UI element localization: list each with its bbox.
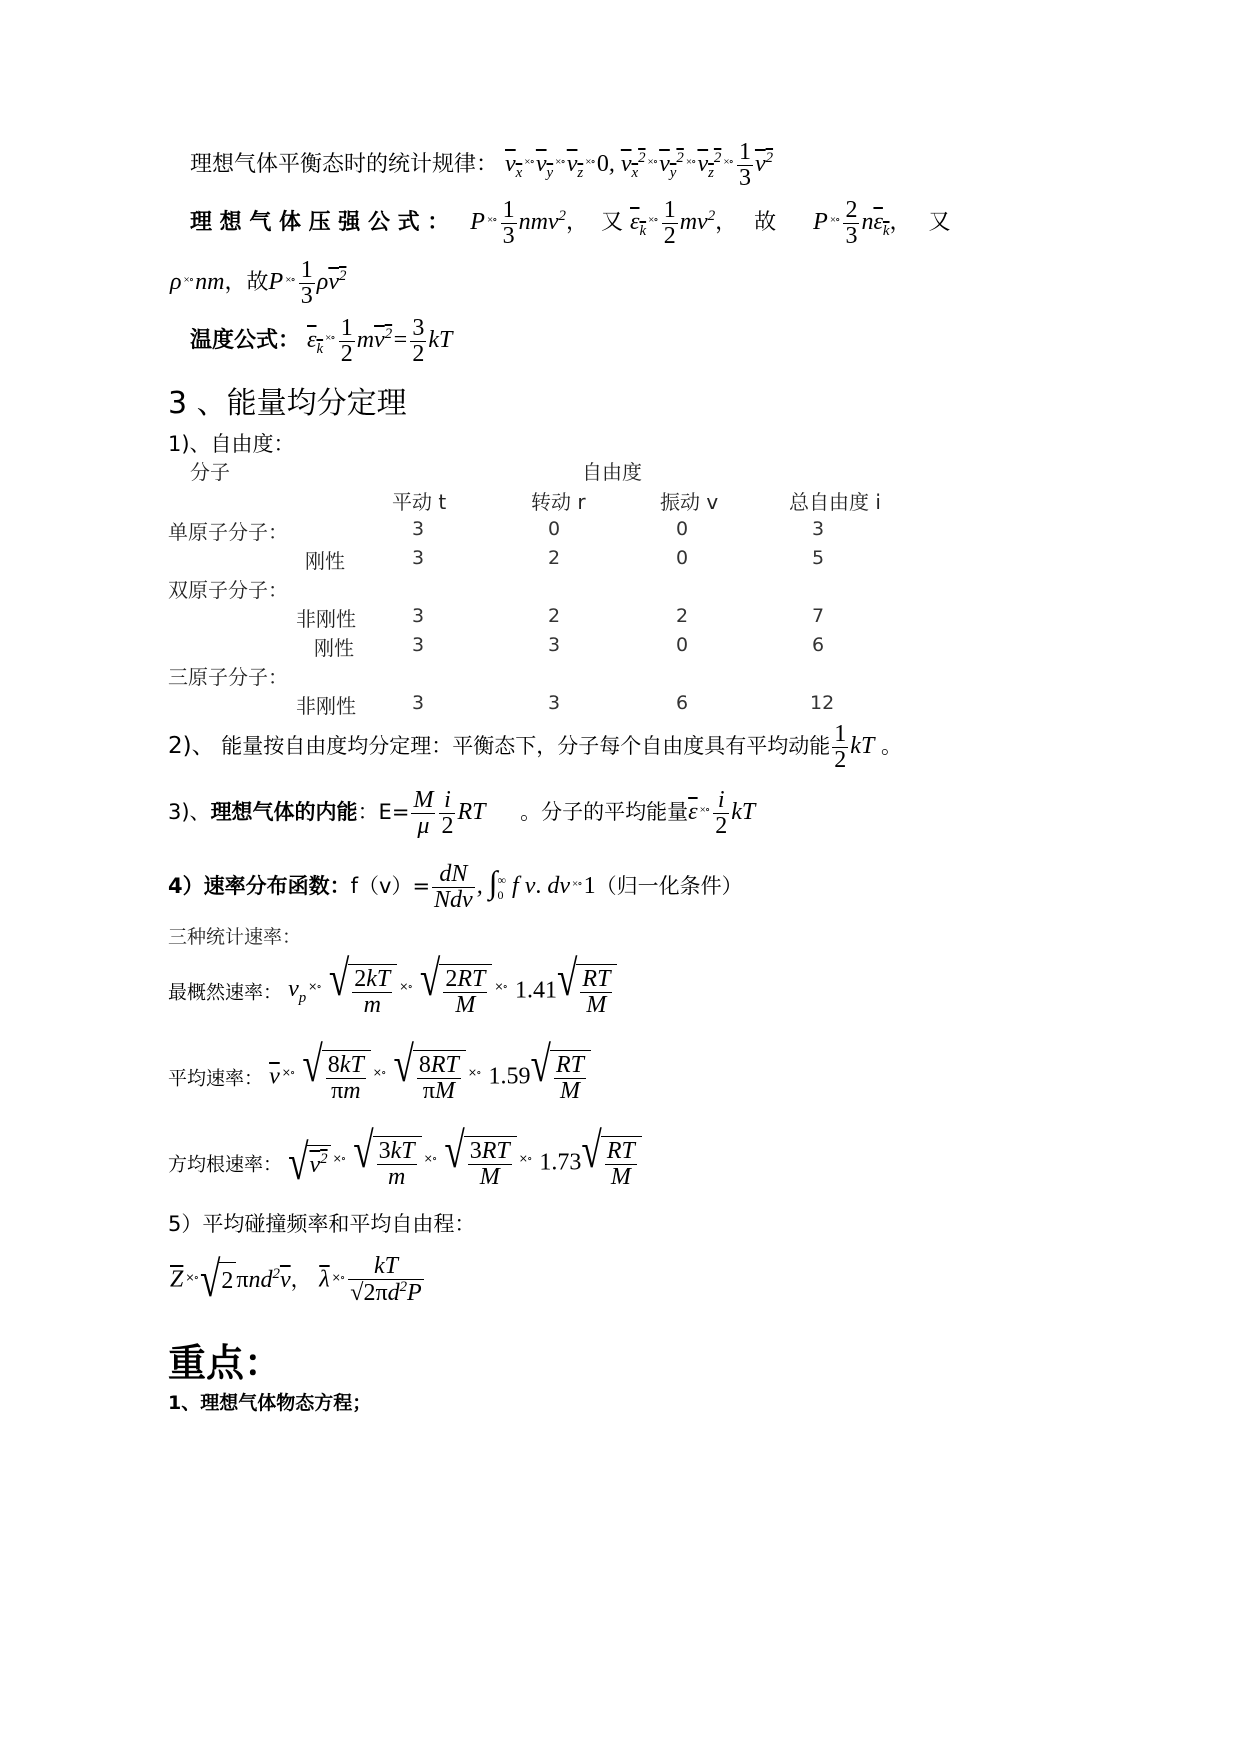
table-cell: 3 xyxy=(412,547,425,569)
pressure-line: 理 想 气 体 压 强 公 式 ： P ×∘ $\frac{1}{3}$ nmv$^2$， 又 $\varepsilon_k^{\times\circ}$ $\frac{1}{2}$ $mv^2$， 故 P ×∘ $\frac{2}{3}$ $n\varepsilon_k$， 又 xyxy=(190,197,951,250)
internal-energy-line: 3)、理想气体的内能：E= $\frac{M}{\mu}$ $\frac{i}{2}$ RT 。分子的平均能量$\overline{\varepsilon}$ ×∘ $\frac{i}{2}$ kT xyxy=(168,787,756,840)
section-3-heading: 3 、能量均分定理 xyxy=(168,386,407,421)
table-cell: 3 xyxy=(812,518,825,540)
equipartition-line: 2)、 能量按自由度均分定理：平衡态下，分子每个自由度具有平均动能 $\frac{1}{2}$ kT 。 xyxy=(168,721,902,774)
sub-header-rotation: 转动 r xyxy=(531,490,586,514)
table-cell: 3 xyxy=(412,692,425,714)
table-cell: 2 xyxy=(548,605,561,627)
table-cell: 3 xyxy=(412,518,425,540)
table-cell: 0 xyxy=(548,518,561,540)
table-cell: 3 xyxy=(412,605,425,627)
stat-formula: $v_x^{\times\circ}v_y^{\times\circ}v_z^{\times\circ}0$, $v_x^2$ $^{\times\circ}v_y^2$ $^{\times\circ}v_z^2$ ×∘ $\frac{1}{3}$ $v^2$ xyxy=(505,139,774,192)
table-cell: 2 xyxy=(548,547,561,569)
sub-header-vibration: 振动 v xyxy=(660,490,719,514)
sub-header-total: 总自由度 i xyxy=(789,490,881,514)
table-cell: 0 xyxy=(676,634,689,656)
stat-label: 理想气体平衡态时的统计规律： xyxy=(190,152,499,178)
row-type-label: 刚性 xyxy=(314,636,354,660)
row-type-label: 非刚性 xyxy=(296,694,356,718)
row-group-label: 单原子分子： xyxy=(168,520,288,544)
average-speed-line: 平均速率： $\overline{v}$ ×∘ √ $\frac{8kT}{\pi m}$ ×∘ √ $\frac{8RT}{\pi M}$ ×∘ 1.59 √ $\frac{RT}{M}$ xyxy=(168,1050,591,1104)
rms-speed-line: 方均根速率： √ $v^2$ ×∘ √ $\frac{3kT}{m}$ ×∘ √ $\frac{3RT}{M}$ ×∘ 1.73 √ $\frac{RT}{M}$ xyxy=(168,1136,642,1190)
col-dof: 自由度 xyxy=(582,460,642,484)
dof-title: 1)、自由度： xyxy=(168,432,295,456)
row-type-label: 非刚性 xyxy=(296,607,356,631)
table-cell: 2 xyxy=(676,605,689,627)
table-cell: 5 xyxy=(812,547,825,569)
row-type-label: 刚性 xyxy=(305,549,345,573)
rate-distribution-line: 4）速率分布函数：f（v）= $\frac{dN}{\text{Ndv}}$ , $\int_0^\infty$ f v. dv ×∘1（归一化条件） xyxy=(168,861,743,914)
collision-title: 5）平均碰撞频率和平均自由程： xyxy=(168,1212,476,1236)
temperature-line: 温度公式： $\varepsilon_k^{\times\circ}$ $\frac{1}{2}$ $mv^2=$ $\frac{3}{2}$ kT xyxy=(190,315,453,368)
table-cell: 3 xyxy=(548,692,561,714)
key-points-title: 重点： xyxy=(168,1341,283,1385)
stat-line xyxy=(190,140,773,191)
row-group-label: 三原子分子： xyxy=(168,665,288,689)
row-group-label: 双原子分子： xyxy=(168,578,288,602)
table-cell: 7 xyxy=(812,605,825,627)
key-point-1: 1、理想气体物态方程； xyxy=(168,1392,372,1414)
most-probable-speed-line: 最概然速率： $v_p^{\times\circ}$ √ $\frac{2kT}{m}$ ×∘ √ $\frac{2RT}{M}$ ×∘ 1.41 √ $\frac{RT}{M}$ xyxy=(168,964,617,1018)
pressure-label: 理 想 气 体 压 强 公 式 ： xyxy=(190,210,450,236)
table-cell: 12 xyxy=(810,692,835,714)
table-cell: 0 xyxy=(676,518,689,540)
density-line: ρ ×∘nm，故P ×∘ $\frac{1}{3}$ $\rho v^2$ xyxy=(170,257,347,310)
temperature-label: 温度公式： xyxy=(190,328,301,354)
table-cell: 0 xyxy=(676,547,689,569)
sub-header-translation: 平动 t xyxy=(392,490,447,514)
table-cell: 6 xyxy=(812,634,825,656)
table-cell: 3 xyxy=(548,634,561,656)
three-rates-title: 三种统计速率： xyxy=(168,926,302,948)
table-cell: 3 xyxy=(412,634,425,656)
table-cell: 6 xyxy=(676,692,689,714)
col-molecule: 分子 xyxy=(190,460,230,484)
collision-formula-line: $\overline{Z}$ ×∘ √ 2 $\pi nd^2\overline{v}$， $\overline{\lambda}$ ×∘ $\frac{kT}{√2\pi d^2P}$ xyxy=(170,1252,422,1308)
